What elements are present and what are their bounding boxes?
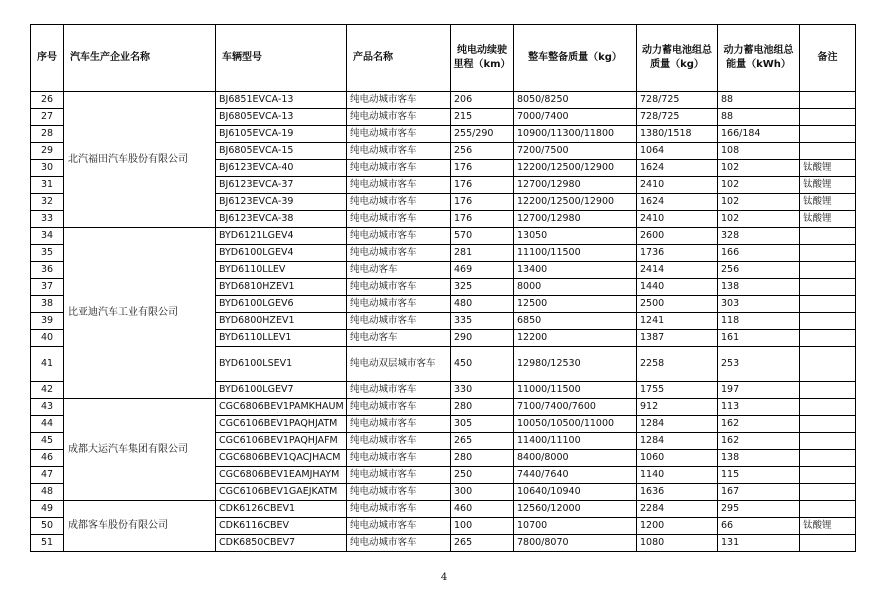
cell-product: 纯电动城市客车 (347, 296, 451, 313)
cell-battery-energy: 113 (718, 399, 800, 416)
header-no: 序号 (31, 25, 64, 92)
cell-mass: 12700/12980 (514, 211, 637, 228)
cell-battery-energy: 138 (718, 450, 800, 467)
cell-battery-energy: 102 (718, 194, 800, 211)
cell-battery-mass: 1755 (637, 382, 718, 399)
cell-range: 176 (451, 211, 514, 228)
header-battery-mass: 动力蓄电池组总质量（kg） (637, 25, 718, 92)
cell-remark: 钛酸锂 (800, 518, 856, 535)
cell-model: BJ6123EVCA-37 (216, 177, 347, 194)
cell-remark (800, 262, 856, 279)
cell-mass: 8050/8250 (514, 92, 637, 109)
cell-product: 纯电动城市客车 (347, 433, 451, 450)
cell-model: BYD6110LLEV1 (216, 330, 347, 347)
cell-mass: 10050/10500/11000 (514, 416, 637, 433)
cell-model: BJ6105EVCA-19 (216, 126, 347, 143)
cell-remark (800, 535, 856, 552)
cell-range: 265 (451, 433, 514, 450)
page-number: 4 (440, 572, 448, 583)
cell-range: 256 (451, 143, 514, 160)
header-battery-energy: 动力蓄电池组总能量（kWh） (718, 25, 800, 92)
cell-no: 26 (31, 92, 64, 109)
cell-remark (800, 501, 856, 518)
cell-battery-mass: 2500 (637, 296, 718, 313)
cell-product: 纯电动城市客车 (347, 450, 451, 467)
cell-no: 37 (31, 279, 64, 296)
cell-remark (800, 347, 856, 382)
cell-battery-mass: 1284 (637, 433, 718, 450)
table-row (31, 501, 856, 518)
cell-manufacturer: 成都客车股份有限公司 (64, 501, 216, 552)
cell-model: BYD6121LGEV4 (216, 228, 347, 245)
cell-battery-energy: 303 (718, 296, 800, 313)
cell-mass: 7100/7400/7600 (514, 399, 637, 416)
cell-remark (800, 143, 856, 160)
cell-manufacturer: 北汽福田汽车股份有限公司 (64, 92, 216, 228)
cell-no: 42 (31, 382, 64, 399)
cell-battery-mass: 2600 (637, 228, 718, 245)
cell-range: 281 (451, 245, 514, 262)
cell-range: 305 (451, 416, 514, 433)
cell-range: 335 (451, 313, 514, 330)
cell-mass: 12200/12500/12900 (514, 194, 637, 211)
cell-remark (800, 450, 856, 467)
cell-model: CGC6106BEV1PAQHJATM (216, 416, 347, 433)
cell-product: 纯电动城市客车 (347, 279, 451, 296)
cell-remark (800, 399, 856, 416)
cell-no: 33 (31, 211, 64, 228)
cell-battery-mass: 1380/1518 (637, 126, 718, 143)
cell-mass: 7000/7400 (514, 109, 637, 126)
cell-remark (800, 245, 856, 262)
cell-model: CGC6806BEV1QACJHACM (216, 450, 347, 467)
cell-mass: 11100/11500 (514, 245, 637, 262)
cell-product: 纯电动城市客车 (347, 484, 451, 501)
cell-no: 40 (31, 330, 64, 347)
cell-range: 290 (451, 330, 514, 347)
cell-product: 纯电动城市客车 (347, 313, 451, 330)
cell-product: 纯电动城市客车 (347, 160, 451, 177)
cell-product: 纯电动城市客车 (347, 126, 451, 143)
cell-mass: 13050 (514, 228, 637, 245)
cell-range: 176 (451, 177, 514, 194)
cell-product: 纯电动城市客车 (347, 194, 451, 211)
cell-mass: 8000 (514, 279, 637, 296)
cell-mass: 7200/7500 (514, 143, 637, 160)
header-mass: 整车整备质量（kg） (514, 25, 637, 92)
cell-range: 280 (451, 399, 514, 416)
cell-model: BJ6123EVCA-40 (216, 160, 347, 177)
cell-range: 570 (451, 228, 514, 245)
cell-battery-energy: 197 (718, 382, 800, 399)
cell-battery-mass: 1736 (637, 245, 718, 262)
cell-remark (800, 228, 856, 245)
cell-manufacturer: 比亚迪汽车工业有限公司 (64, 228, 216, 399)
header-row (31, 25, 856, 92)
cell-product: 纯电动客车 (347, 262, 451, 279)
cell-remark (800, 467, 856, 484)
cell-remark (800, 296, 856, 313)
cell-battery-energy: 88 (718, 92, 800, 109)
cell-range: 176 (451, 194, 514, 211)
cell-remark (800, 382, 856, 399)
cell-remark (800, 416, 856, 433)
cell-battery-mass: 1440 (637, 279, 718, 296)
cell-model: CGC6106BEV1PAQHJAFM (216, 433, 347, 450)
cell-battery-mass: 1080 (637, 535, 718, 552)
cell-product: 纯电动城市客车 (347, 109, 451, 126)
cell-battery-energy: 295 (718, 501, 800, 518)
cell-model: CGC6806BEV1PAMKHAUM (216, 399, 347, 416)
cell-range: 330 (451, 382, 514, 399)
cell-remark (800, 126, 856, 143)
cell-mass: 12200/12500/12900 (514, 160, 637, 177)
cell-mass: 11000/11500 (514, 382, 637, 399)
cell-battery-mass: 2414 (637, 262, 718, 279)
cell-remark (800, 330, 856, 347)
cell-product: 纯电动城市客车 (347, 211, 451, 228)
cell-range: 325 (451, 279, 514, 296)
cell-product: 纯电动城市客车 (347, 535, 451, 552)
table-body (31, 92, 856, 552)
cell-product: 纯电动城市客车 (347, 416, 451, 433)
cell-range: 450 (451, 347, 514, 382)
cell-no: 28 (31, 126, 64, 143)
cell-battery-mass: 1064 (637, 143, 718, 160)
cell-mass: 12500 (514, 296, 637, 313)
cell-battery-energy: 118 (718, 313, 800, 330)
cell-battery-mass: 2410 (637, 177, 718, 194)
cell-model: BYD6800HZEV1 (216, 313, 347, 330)
cell-mass: 8400/8000 (514, 450, 637, 467)
cell-battery-mass: 2284 (637, 501, 718, 518)
cell-product: 纯电动双层城市客车 (347, 347, 451, 382)
cell-range: 460 (451, 501, 514, 518)
cell-product: 纯电动城市客车 (347, 177, 451, 194)
cell-remark (800, 279, 856, 296)
cell-range: 280 (451, 450, 514, 467)
cell-product: 纯电动城市客车 (347, 92, 451, 109)
cell-battery-energy: 166/184 (718, 126, 800, 143)
cell-model: CDK6126CBEV1 (216, 501, 347, 518)
cell-no: 43 (31, 399, 64, 416)
table-row (31, 399, 856, 416)
cell-no: 44 (31, 416, 64, 433)
cell-battery-energy: 102 (718, 177, 800, 194)
cell-no: 47 (31, 467, 64, 484)
cell-battery-energy: 131 (718, 535, 800, 552)
cell-mass: 13400 (514, 262, 637, 279)
cell-battery-energy: 328 (718, 228, 800, 245)
cell-range: 300 (451, 484, 514, 501)
cell-product: 纯电动城市客车 (347, 228, 451, 245)
cell-battery-mass: 2410 (637, 211, 718, 228)
cell-model: BYD6810HZEV1 (216, 279, 347, 296)
cell-battery-energy: 66 (718, 518, 800, 535)
cell-remark (800, 433, 856, 450)
cell-battery-energy: 102 (718, 160, 800, 177)
cell-no: 31 (31, 177, 64, 194)
cell-battery-energy: 138 (718, 279, 800, 296)
cell-mass: 12560/12000 (514, 501, 637, 518)
cell-battery-mass: 1200 (637, 518, 718, 535)
cell-mass: 6850 (514, 313, 637, 330)
cell-remark: 钛酸锂 (800, 160, 856, 177)
cell-battery-energy: 166 (718, 245, 800, 262)
cell-range: 480 (451, 296, 514, 313)
cell-range: 265 (451, 535, 514, 552)
cell-product: 纯电动城市客车 (347, 245, 451, 262)
header-product: 产品名称 (347, 25, 451, 92)
cell-product: 纯电动城市客车 (347, 501, 451, 518)
cell-product: 纯电动城市客车 (347, 143, 451, 160)
cell-battery-energy: 88 (718, 109, 800, 126)
cell-no: 29 (31, 143, 64, 160)
cell-mass: 12700/12980 (514, 177, 637, 194)
table-row (31, 228, 856, 245)
cell-range: 100 (451, 518, 514, 535)
cell-no: 49 (31, 501, 64, 518)
cell-remark: 钛酸锂 (800, 177, 856, 194)
cell-no: 27 (31, 109, 64, 126)
cell-battery-mass: 1140 (637, 467, 718, 484)
header-manufacturer: 汽车生产企业名称 (64, 25, 216, 92)
cell-battery-energy: 108 (718, 143, 800, 160)
cell-battery-mass: 728/725 (637, 109, 718, 126)
cell-remark: 钛酸锂 (800, 194, 856, 211)
cell-battery-energy: 115 (718, 467, 800, 484)
cell-battery-energy: 167 (718, 484, 800, 501)
header-model: 车辆型号 (216, 25, 347, 92)
cell-battery-mass: 912 (637, 399, 718, 416)
cell-model: BYD6100LGEV7 (216, 382, 347, 399)
cell-no: 30 (31, 160, 64, 177)
cell-model: BJ6123EVCA-38 (216, 211, 347, 228)
cell-battery-mass: 1636 (637, 484, 718, 501)
cell-model: BJ6805EVCA-13 (216, 109, 347, 126)
table-row (31, 92, 856, 109)
cell-model: CGC6106BEV1GAEJKATM (216, 484, 347, 501)
cell-range: 469 (451, 262, 514, 279)
cell-mass: 10640/10940 (514, 484, 637, 501)
cell-battery-mass: 728/725 (637, 92, 718, 109)
cell-no: 51 (31, 535, 64, 552)
cell-battery-mass: 1060 (637, 450, 718, 467)
cell-mass: 11400/11100 (514, 433, 637, 450)
cell-no: 45 (31, 433, 64, 450)
cell-product: 纯电动客车 (347, 330, 451, 347)
cell-no: 50 (31, 518, 64, 535)
cell-no: 46 (31, 450, 64, 467)
cell-mass: 12980/12530 (514, 347, 637, 382)
cell-remark (800, 484, 856, 501)
cell-no: 41 (31, 347, 64, 382)
cell-battery-energy: 102 (718, 211, 800, 228)
cell-model: BYD6100LGEV6 (216, 296, 347, 313)
cell-no: 48 (31, 484, 64, 501)
cell-manufacturer: 成都大运汽车集团有限公司 (64, 399, 216, 501)
cell-range: 206 (451, 92, 514, 109)
cell-battery-energy: 162 (718, 433, 800, 450)
header-remark: 备注 (800, 25, 856, 92)
cell-battery-energy: 253 (718, 347, 800, 382)
cell-mass: 10700 (514, 518, 637, 535)
vehicle-spec-table (30, 24, 856, 552)
cell-battery-energy: 162 (718, 416, 800, 433)
cell-model: BJ6805EVCA-15 (216, 143, 347, 160)
cell-range: 215 (451, 109, 514, 126)
cell-product: 纯电动城市客车 (347, 518, 451, 535)
cell-product: 纯电动城市客车 (347, 467, 451, 484)
cell-range: 255/290 (451, 126, 514, 143)
cell-model: CGC6806BEV1EAMJHAYM (216, 467, 347, 484)
cell-mass: 7440/7640 (514, 467, 637, 484)
cell-model: BJ6851EVCA-13 (216, 92, 347, 109)
header-range: 纯电动续驶里程（km） (451, 25, 514, 92)
cell-no: 36 (31, 262, 64, 279)
cell-battery-mass: 1387 (637, 330, 718, 347)
cell-model: BYD6100LGEV4 (216, 245, 347, 262)
cell-battery-mass: 1624 (637, 160, 718, 177)
cell-remark (800, 92, 856, 109)
cell-battery-energy: 161 (718, 330, 800, 347)
cell-mass: 7800/8070 (514, 535, 637, 552)
cell-no: 32 (31, 194, 64, 211)
cell-mass: 10900/11300/11800 (514, 126, 637, 143)
cell-model: CDK6850CBEV7 (216, 535, 347, 552)
cell-range: 250 (451, 467, 514, 484)
cell-model: BJ6123EVCA-39 (216, 194, 347, 211)
cell-no: 35 (31, 245, 64, 262)
cell-no: 34 (31, 228, 64, 245)
cell-no: 38 (31, 296, 64, 313)
cell-battery-mass: 1241 (637, 313, 718, 330)
cell-model: BYD6110LLEV (216, 262, 347, 279)
cell-model: BYD6100LSEV1 (216, 347, 347, 382)
cell-product: 纯电动城市客车 (347, 382, 451, 399)
cell-range: 176 (451, 160, 514, 177)
cell-model: CDK6116CBEV (216, 518, 347, 535)
cell-remark (800, 313, 856, 330)
cell-battery-mass: 2258 (637, 347, 718, 382)
cell-no: 39 (31, 313, 64, 330)
cell-remark: 钛酸锂 (800, 211, 856, 228)
cell-battery-energy: 256 (718, 262, 800, 279)
cell-product: 纯电动城市客车 (347, 399, 451, 416)
cell-battery-mass: 1624 (637, 194, 718, 211)
cell-mass: 12200 (514, 330, 637, 347)
cell-remark (800, 109, 856, 126)
cell-battery-mass: 1284 (637, 416, 718, 433)
